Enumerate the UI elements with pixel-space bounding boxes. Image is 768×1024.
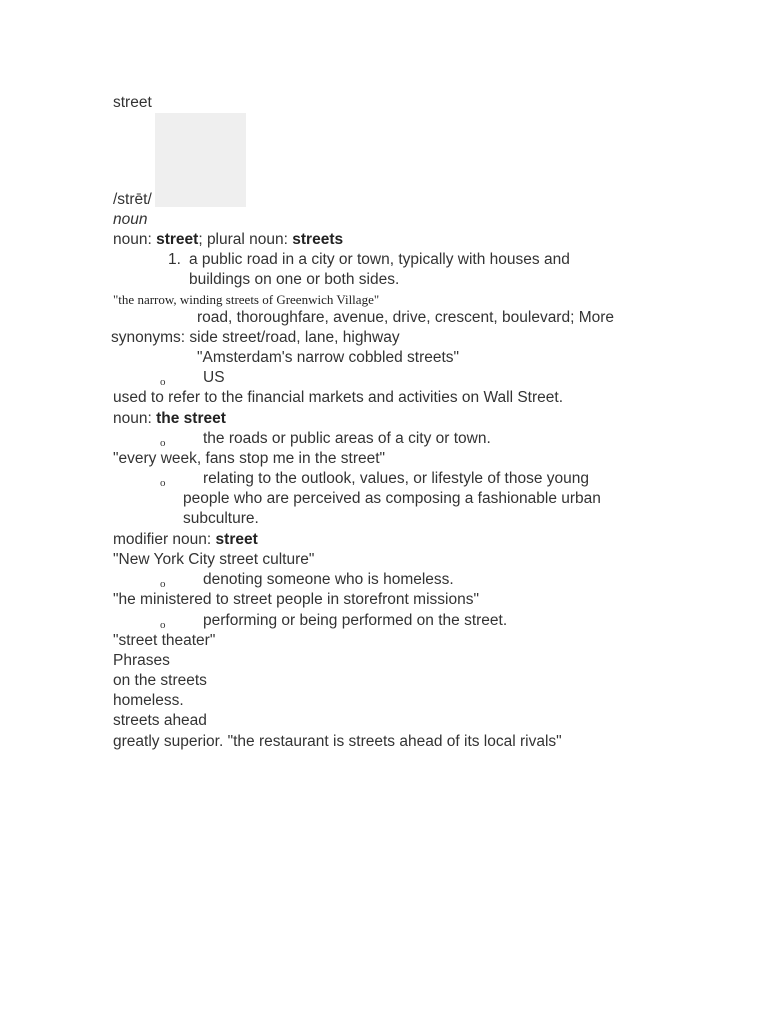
modifier-noun-line — [113, 530, 258, 550]
headword: street — [113, 94, 152, 111]
bullet-icon: o — [160, 437, 166, 449]
synonyms-line2: synonyms: side street/road, lane, highway — [111, 329, 400, 346]
phrase-on-the-streets-def: homeless. — [113, 692, 184, 709]
noun-prefix: noun: — [113, 231, 157, 248]
phrases-heading: Phrases — [113, 652, 170, 669]
noun-word: street — [156, 231, 199, 248]
example-greenwich: "the narrow, winding streets of Greenwich Village" — [113, 292, 380, 307]
image-placeholder — [155, 113, 246, 207]
part-of-speech: noun — [113, 211, 148, 228]
noun-word: the street — [156, 410, 226, 427]
example-theater: "street theater" — [113, 632, 216, 649]
example-amsterdam: "Amsterdam's narrow cobbled streets" — [197, 349, 460, 366]
bullet-icon: o — [160, 376, 166, 388]
noun-the-street-line — [113, 409, 226, 429]
sub-outlook-line1: relating to the outlook, values, or lifestyle of those young — [203, 470, 590, 487]
example-ministered: "he ministered to street people in storefront missions" — [113, 591, 479, 608]
us-definition: used to refer to the financial markets and activities on Wall Street. — [113, 389, 563, 406]
sense-1-line2: buildings on one or both sides. — [189, 271, 400, 288]
noun-prefix: noun: — [113, 410, 157, 427]
example-fans: "every week, fans stop me in the street" — [113, 450, 386, 467]
noun-plural: streets — [292, 231, 344, 248]
phrase-streets-ahead: streets ahead — [113, 712, 207, 729]
modifier-word: street — [215, 531, 258, 548]
phrase-on-the-streets: on the streets — [113, 672, 207, 689]
bullet-icon: o — [160, 578, 166, 590]
sub-roads-text: the roads or public areas of a city or town. — [203, 430, 491, 447]
sub-outlook-line2: people who are perceived as composing a fashionable urban — [183, 490, 601, 507]
noun-line — [113, 230, 343, 250]
bullet-icon: o — [160, 477, 166, 489]
modifier-prefix: modifier noun: — [113, 531, 216, 548]
sense-1-number: 1. — [168, 251, 181, 268]
sub-outlook-line3: subculture. — [183, 510, 259, 527]
example-nyc: "New York City street culture" — [113, 551, 315, 568]
pronunciation: /strēt/ — [113, 191, 152, 208]
sub-performing-text: performing or being performed on the street. — [203, 612, 508, 629]
phrase-streets-ahead-def: greatly superior. "the restaurant is streets ahead of its local rivals" — [113, 733, 562, 750]
sense-1-line1: a public road in a city or town, typically with houses and — [189, 251, 570, 268]
bullet-icon: o — [160, 619, 166, 631]
sub-us-label: US — [203, 369, 225, 386]
noun-middle: ; plural noun: — [198, 231, 293, 248]
sub-homeless-text: denoting someone who is homeless. — [203, 571, 454, 588]
synonyms-line1: road, thoroughfare, avenue, drive, crescent, boulevard; More — [197, 309, 615, 326]
